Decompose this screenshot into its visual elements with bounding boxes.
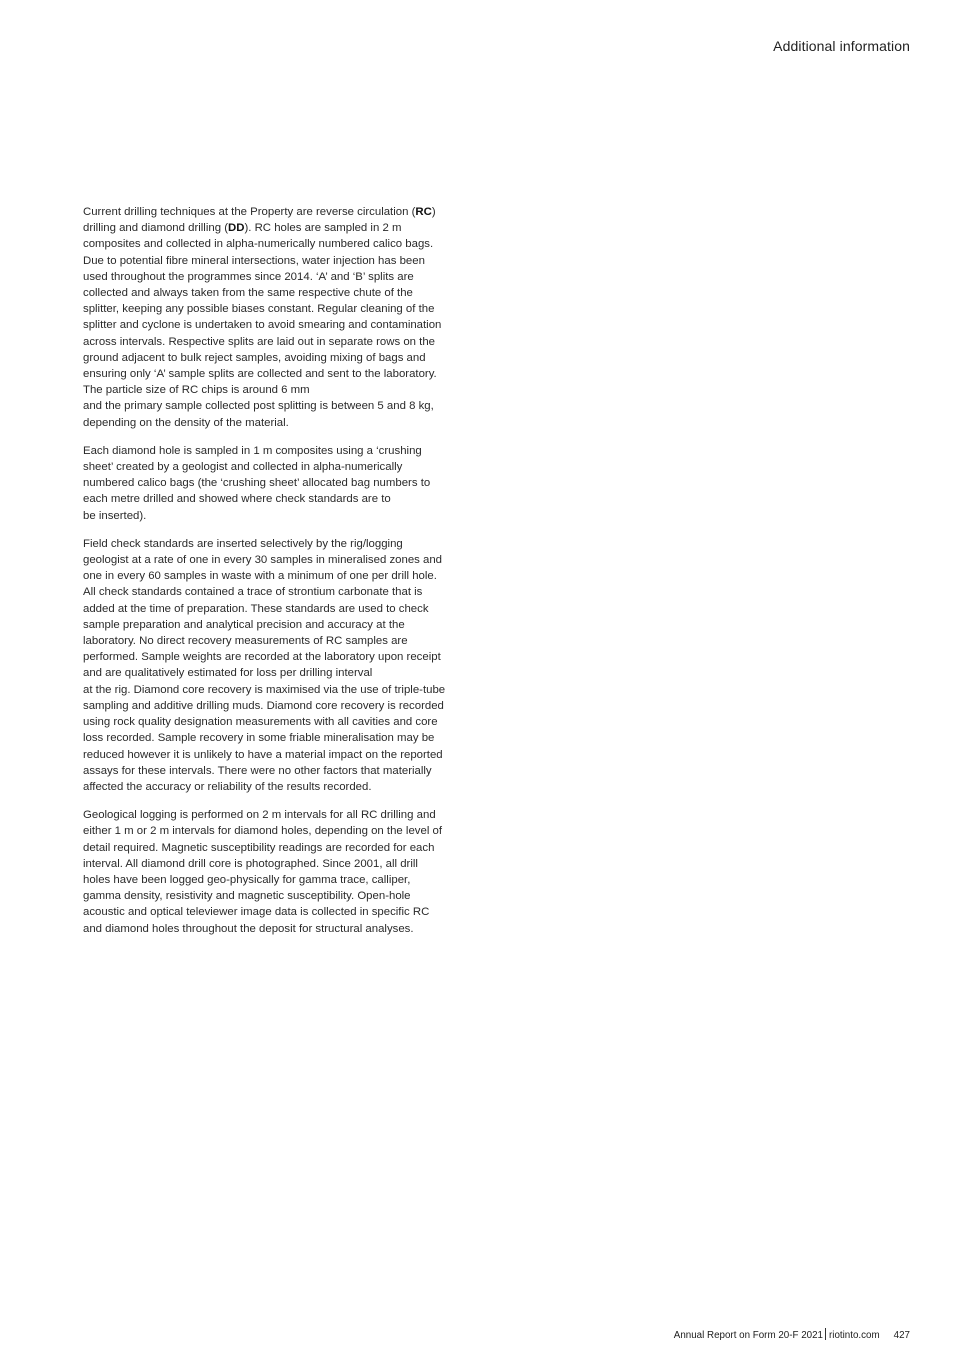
text-segment: one in every 60 samples in waste with a minimum of one per drill hole.: [83, 570, 437, 583]
text-segment: using rock quality designation measurements with all cavities and core: [83, 716, 438, 729]
text-segment: interval. All diamond drill core is photographed. Since 2001, all drill: [83, 857, 418, 870]
text-segment: ensuring only ‘A’ sample splits are collected and sent to the laboratory.: [83, 368, 437, 381]
text-segment: across intervals. Respective splits are laid out in separate rows on the: [83, 335, 436, 348]
text-line: [83, 382, 483, 398]
text-line: [83, 398, 483, 414]
text-line: [83, 350, 483, 366]
text-line: [83, 601, 483, 617]
text-line: [83, 633, 483, 649]
text-line: [83, 285, 483, 301]
text-segment: be inserted).: [83, 509, 147, 522]
text-segment: affected the accuracy or reliability of the results recorded.: [83, 780, 372, 793]
paragraph: [83, 536, 483, 795]
text-line: [83, 888, 483, 904]
text-segment: Geological logging is performed on 2 m intervals for all RC drilling and: [83, 809, 436, 822]
paragraph: [83, 204, 483, 431]
abbreviation: DD: [228, 222, 245, 235]
text-segment: sample preparation and analytical precision and accuracy at the: [83, 618, 405, 631]
text-line: [83, 269, 483, 285]
text-line: [83, 779, 483, 795]
text-line: [83, 415, 483, 431]
text-segment: sampling and additive drilling muds. Diamond core recovery is recorded: [83, 699, 444, 712]
text-segment: Current drilling techniques at the Property are reverse circulation (: [83, 206, 416, 218]
text-segment: sheet’ created by a geologist and collected in alpha-numerically: [83, 461, 403, 474]
website-link[interactable]: riotinto.com: [829, 1330, 880, 1341]
paragraph: [83, 443, 483, 524]
text-segment: and the primary sample collected post splitting is between 5 and 8 kg,: [83, 400, 434, 413]
text-line: [83, 236, 483, 252]
text-segment: geologist at a rate of one in every 30 samples in mineralised zones and: [83, 554, 443, 567]
text-segment: performed. Sample weights are recorded at the laboratory upon receipt: [83, 651, 441, 664]
page-footer: [674, 1328, 910, 1341]
text-line: [83, 698, 483, 714]
text-segment: added at the time of preparation. These standards are used to check: [83, 602, 429, 615]
text-segment: ). RC holes are sampled in 2 m: [244, 222, 402, 235]
text-segment: The particle size of RC chips is around 6 mm: [83, 384, 310, 397]
text-line: [83, 665, 483, 681]
text-segment: Each diamond hole is sampled in 1 m composites using a ‘crushing: [83, 444, 422, 457]
text-line: [83, 856, 483, 872]
text-line: [83, 730, 483, 746]
text-segment: splitter and cyclone is undertaken to avoid smearing and contamination: [83, 319, 442, 332]
text-line: [83, 475, 483, 491]
text-line: [83, 747, 483, 763]
text-segment: at the rig. Diamond core recovery is maximised via the use of triple-tube: [83, 683, 446, 696]
text-line: [83, 617, 483, 633]
text-line: [83, 714, 483, 730]
report-name: Annual Report on Form 20-F 2021: [673, 1330, 823, 1341]
text-segment: acoustic and optical televiewer image data is collected in specific RC: [83, 906, 430, 919]
text-line: [83, 491, 483, 507]
text-line: [83, 840, 483, 856]
text-line: [83, 584, 483, 600]
text-segment: ground adjacent to bulk reject samples, avoiding mixing of bags and: [83, 351, 426, 364]
paragraph: [83, 807, 483, 937]
text-segment: assays for these intervals. There were no other factors that materially: [83, 764, 432, 777]
text-line: [83, 204, 483, 220]
text-segment: Due to potential fibre mineral intersections, water injection has been: [83, 254, 425, 267]
text-line: [83, 459, 483, 475]
text-segment: depending on the density of the material.: [83, 416, 289, 429]
text-segment: detail required. Magnetic susceptibility readings are recorded for each: [83, 841, 435, 854]
text-line: [83, 763, 483, 779]
text-line: [83, 317, 483, 333]
text-line: [83, 536, 483, 552]
text-line: [83, 220, 483, 236]
text-line: [83, 649, 483, 665]
text-line: [83, 552, 483, 568]
text-line: [83, 301, 483, 317]
text-segment: Field check standards are inserted selectively by the rig/logging: [83, 537, 403, 550]
text-line: [83, 508, 483, 524]
text-line: [83, 682, 483, 698]
text-segment: laboratory. No direct recovery measurements of RC samples are: [83, 635, 408, 648]
section-title: Additional information: [773, 38, 910, 54]
abbreviation: RC: [415, 206, 432, 218]
text-segment: holes have been logged geo-physically for gamma trace, calliper,: [83, 873, 411, 886]
text-line: [83, 872, 483, 888]
footer-divider: [825, 1328, 826, 1340]
text-segment: collected and always taken from the same respective chute of the: [83, 287, 413, 300]
text-segment: composites and collected in alpha-numerically numbered calico bags.: [83, 238, 434, 251]
text-segment: loss recorded. Sample recovery in some friable mineralisation may be: [83, 732, 435, 745]
text-line: [83, 904, 483, 920]
body-text-column: [83, 204, 483, 949]
text-line: [83, 334, 483, 350]
text-line: [83, 921, 483, 937]
text-segment: and diamond holes throughout the deposit for structural analyses.: [83, 922, 414, 935]
text-line: [83, 253, 483, 269]
text-segment: ): [431, 206, 436, 218]
text-segment: either 1 m or 2 m intervals for diamond holes, depending on the level of: [83, 825, 443, 838]
text-line: [83, 443, 483, 459]
text-segment: drilling and diamond drilling (: [83, 222, 228, 235]
text-segment: All check standards contained a trace of strontium carbonate that is: [83, 586, 423, 599]
text-segment: each metre drilled and showed where check standards are to: [83, 493, 391, 506]
text-segment: reduced however it is unlikely to have a material impact on the reported: [83, 748, 443, 761]
text-line: [83, 807, 483, 823]
text-segment: gamma density, resistivity and magnetic susceptibility. Open-hole: [83, 890, 411, 903]
text-segment: numbered calico bags (the ‘crushing sheet’ allocated bag numbers to: [83, 477, 431, 490]
text-segment: splitter, keeping any possible biases constant. Regular cleaning of the: [83, 303, 435, 316]
page-number: 427: [893, 1330, 910, 1341]
text-segment: used throughout the programmes since 2014. ‘A’ and ‘B’ splits are: [83, 270, 414, 283]
text-segment: and are qualitatively estimated for loss per drilling interval: [83, 667, 373, 680]
text-line: [83, 823, 483, 839]
text-line: [83, 568, 483, 584]
text-line: [83, 366, 483, 382]
